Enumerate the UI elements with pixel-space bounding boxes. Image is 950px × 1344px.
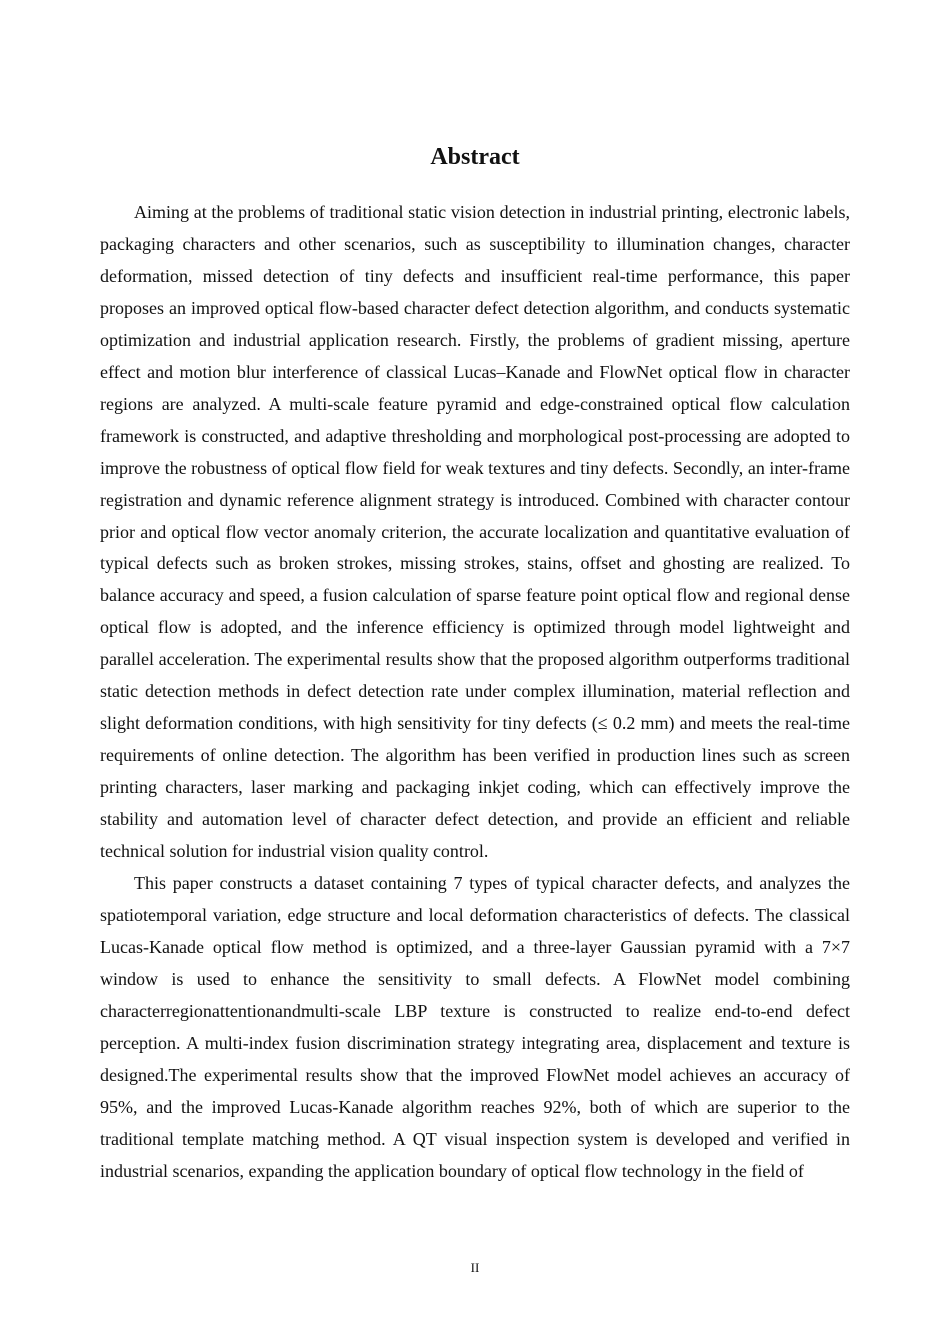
page-number: II	[470, 1260, 480, 1275]
abstract-title: Abstract	[430, 144, 520, 170]
abstract-paragraph-1: Aiming at the problems of traditional static vision detection in industrial printing, electronic labels, packaging characters and other scenarios, such as susceptibility to illumination changes, character deformation, missed detection of tiny defects and insufficient real-time performance, this paper proposes an improved optical flow-based character defect detection algorithm, and conducts systematic optimization and industrial application research. Firstly, the problems of gradient missing, aperture effect and motion blur interference of classical Lucas–Kanade and FlowNet optical flow in character regions are analyzed. A multi-scale feature pyramid and edge-constrained optical flow calculation framework is constructed, and adaptive thresholding and morphological post-processing are adopted to improve the robustness of optical flow field for weak textures and tiny defects. Secondly, an inter-frame registration and dynamic reference alignment strategy is introduced. Combined with character contour prior and optical flow vector anomaly criterion, the accurate localization and quantitative evaluation of typical defects such as broken strokes, missing strokes, stains, offset and ghosting are realized. To balance accuracy and speed, a fusion calculation of sparse feature point optical flow and regional dense optical flow is adopted, and the inference efficiency is optimized through model lightweight and parallel acceleration. The experimental results show that the proposed algorithm outperforms traditional static detection methods in defect detection rate under complex illumination, material reflection and slight deformation conditions, with high sensitivity for tiny defects (≤ 0.2 mm) and meets the real-time requirements of online detection. The algorithm has been verified in production lines such as screen printing characters, laser marking and packaging inkjet coding, which can effectively improve the stability and automation level of character defect detection, and provide an efficient and reliable technical solution for industrial vision quality control.	[100, 202, 850, 862]
abstract-body	[100, 197, 850, 1188]
abstract-paragraph-2: This paper constructs a dataset containing 7 types of typical character defects, and analyzes the spatiotemporal variation, edge structure and local deformation characteristics of defects. The classical Lucas-Kanade optical flow method is optimized, and a three-layer Gaussian pyramid with a 7×7 window is used to enhance the sensitivity to small defects. A FlowNet model combining characterregionattentionandmulti-scale LBP texture is constructed to realize end-to-end defect perception. A multi-index fusion discrimination strategy integrating area, displacement and texture is designed.The experimental results show that the improved FlowNet model achieves an accuracy of 95%, and the improved Lucas-Kanade algorithm reaches 92%, both of which are superior to the traditional template matching method. A QT visual inspection system is developed and verified in industrial scenarios, expanding the application boundary of optical flow technology in the field of	[100, 873, 850, 1181]
